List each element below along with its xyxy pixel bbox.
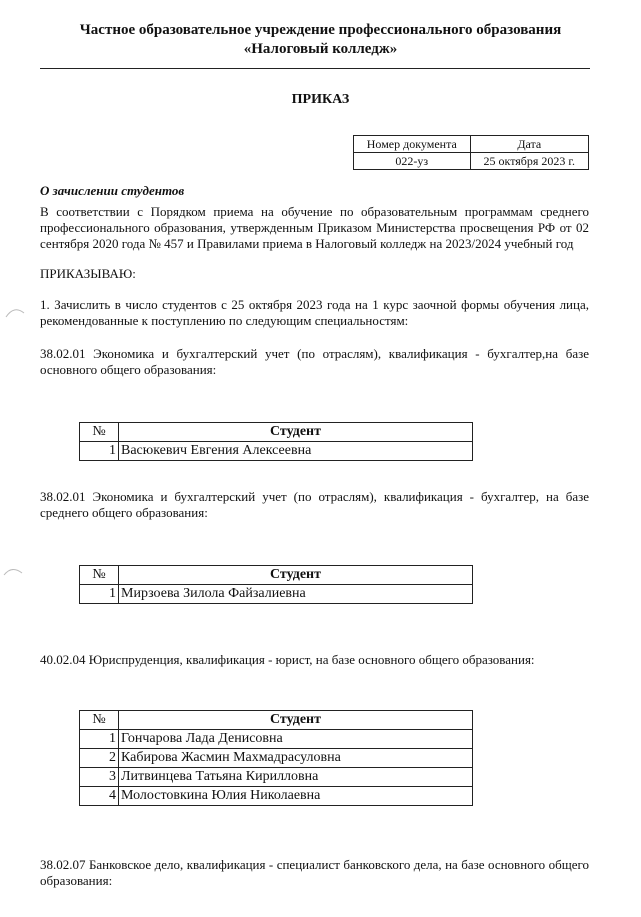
punch-hole-mark <box>4 303 26 321</box>
student-column-header: Студент <box>119 423 473 442</box>
student-column-header: Студент <box>119 566 473 585</box>
students-table <box>79 422 473 461</box>
student-name: Литвинцева Татьяна Кирилловна <box>119 768 473 787</box>
student-name: Мирзоева Зилола Файзалиевна <box>119 585 473 604</box>
student-number: 4 <box>80 787 119 806</box>
student-number: 1 <box>80 442 119 461</box>
students-table <box>79 710 473 806</box>
specialty-heading: 38.02.01 Экономика и бухгалтерский учет (по отраслям), квалификация - бухгалтер,на базе основного общего образования: <box>40 346 589 377</box>
specialty-heading: 38.02.07 Банковское дело, квалификация - специалист банковского дела, на базе основного общего образования: <box>40 857 589 888</box>
header-divider <box>40 68 590 69</box>
student-name: Молостовкина Юлия Николаевна <box>119 787 473 806</box>
doc-number-header: Номер документа <box>354 136 471 153</box>
order-subject: О зачислении студентов <box>40 183 185 198</box>
order-word: ПРИКАЗЫВАЮ: <box>40 266 136 281</box>
doc-date-header: Дата <box>470 136 588 153</box>
students-table <box>79 565 473 604</box>
student-number: 2 <box>80 749 119 768</box>
number-column-header: № <box>80 566 119 585</box>
number-column-header: № <box>80 423 119 442</box>
preamble-paragraph: В соответствии с Порядком приема на обучение по образовательным программам среднего профессионального образования, утвержденным Приказом Министерства просвещения РФ от 02 сентября 2020 года № 457 и Правилами приема в Налоговый колледж на 2023/2024 учебный год <box>40 204 589 251</box>
student-number: 3 <box>80 768 119 787</box>
doc-date-value: 25 октября 2023 г. <box>470 153 588 170</box>
table-row <box>80 730 473 749</box>
organization-line-2: «Налоговый колледж» <box>243 41 398 57</box>
number-column-header: № <box>80 711 119 730</box>
student-column-header: Студент <box>119 711 473 730</box>
document-info-table <box>353 135 589 170</box>
doc-number-value: 022-уз <box>354 153 471 170</box>
table-row <box>80 585 473 604</box>
table-row <box>80 787 473 806</box>
student-name: Гончарова Лада Денисовна <box>119 730 473 749</box>
punch-hole-mark <box>2 563 24 581</box>
table-row <box>80 442 473 461</box>
document-title: ПРИКАЗ <box>291 92 350 107</box>
specialty-heading: 40.02.04 Юриспруденция, квалификация - юрист, на базе основного общего образования: <box>40 652 535 667</box>
student-name: Кабирова Жасмин Махмадрасуловна <box>119 749 473 768</box>
table-row <box>80 749 473 768</box>
organization-line-1: Частное образовательное учреждение профессионального образования <box>79 22 562 38</box>
table-row <box>80 768 473 787</box>
student-name: Васюкевич Евгения Алексеевна <box>119 442 473 461</box>
item-1-paragraph: 1. Зачислить в число студентов с 25 октября 2023 года на 1 курс заочной формы обучения лица, рекомендованные к поступлению по следующим специальностям: <box>40 297 589 328</box>
student-number: 1 <box>80 730 119 749</box>
organization-name <box>0 21 641 59</box>
specialty-heading: 38.02.01 Экономика и бухгалтерский учет (по отраслям), квалификация - бухгалтер, на базе среднего общего образования: <box>40 489 589 520</box>
student-number: 1 <box>80 585 119 604</box>
